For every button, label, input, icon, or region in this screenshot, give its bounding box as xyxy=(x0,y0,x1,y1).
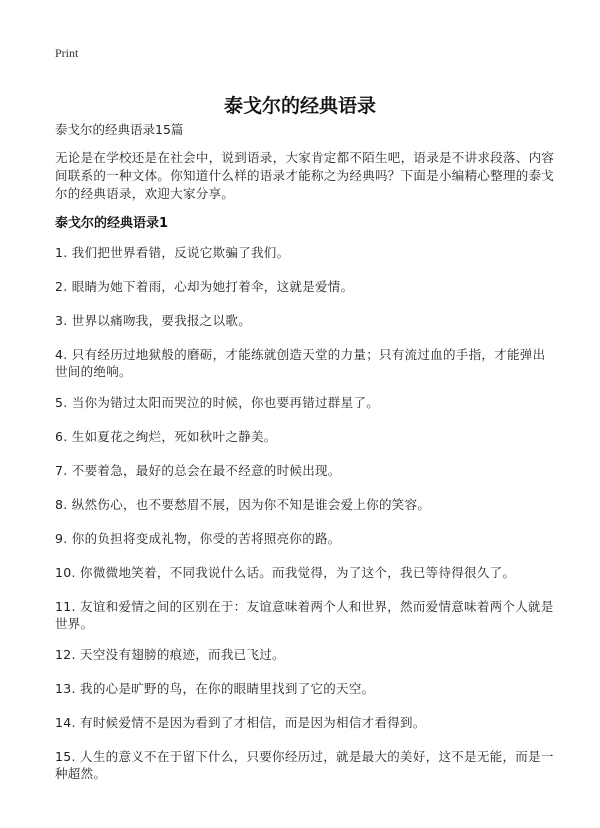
quote-item: 1. 我们把世界看错，反说它欺骗了我们。 xyxy=(55,245,290,260)
quote-item: 5. 当你为错过太阳而哭泣的时候，你也要再错过群星了。 xyxy=(55,395,380,410)
article-subtitle: 泰戈尔的经典语录15篇 xyxy=(55,122,184,137)
quote-item: 6. 生如夏花之绚烂，死如秋叶之静美。 xyxy=(55,429,277,444)
section-heading: 泰戈尔的经典语录1 xyxy=(55,216,169,231)
quote-list xyxy=(55,244,555,782)
quote-item: 11. 友谊和爱情之间的区别在于：友谊意味着两个人和世界，然而爱情意味着两个人就是世界。 xyxy=(55,599,554,631)
article-intro: 无论是在学校还是在社会中，说到语录，大家肯定都不陌生吧，语录是不讲求段落、内容间联系的一种文体。你知道什么样的语录才能称之为经典吗？下面是小编精心整理的泰戈尔的经典语录，欢迎大家分享。 xyxy=(55,150,555,201)
quote-item: 9. 你的负担将变成礼物，你受的苦将照亮你的路。 xyxy=(55,531,341,546)
quote-item: 10. 你微微地笑着，不同我说什么话。而我觉得，为了这个，我已等待得很久了。 xyxy=(55,565,516,580)
quote-item: 7. 不要着急，最好的总会在最不经意的时候出现。 xyxy=(55,463,341,478)
article-body xyxy=(55,121,555,796)
quote-item: 14. 有时候爱情不是因为看到了才相信，而是因为相信才看得到。 xyxy=(55,715,426,730)
quote-item: 8. 纵然伤心，也不要愁眉不展，因为你不知是谁会爱上你的笑容。 xyxy=(55,497,431,512)
page-title: 泰戈尔的经典语录 xyxy=(223,94,376,117)
quote-item: 3. 世界以痛吻我，要我报之以歌。 xyxy=(55,313,252,328)
quote-item: 15. 人生的意义不在于留下什么，只要你经历过，就是最大的美好，这不是无能，而是一种超然。 xyxy=(55,749,554,781)
quote-item: 2. 眼睛为她下着雨，心却为她打着伞，这就是爱情。 xyxy=(55,279,354,294)
quote-item: 12. 天空没有翅膀的痕迹，而我已飞过。 xyxy=(55,647,285,662)
quote-item: 13. 我的心是旷野的鸟，在你的眼睛里找到了它的天空。 xyxy=(55,681,375,696)
quote-item: 4. 只有经历过地狱般的磨砺，才能练就创造天堂的力量；只有流过血的手指，才能弹出世间的绝响。 xyxy=(55,347,546,379)
print-link[interactable]: Print xyxy=(55,46,79,60)
